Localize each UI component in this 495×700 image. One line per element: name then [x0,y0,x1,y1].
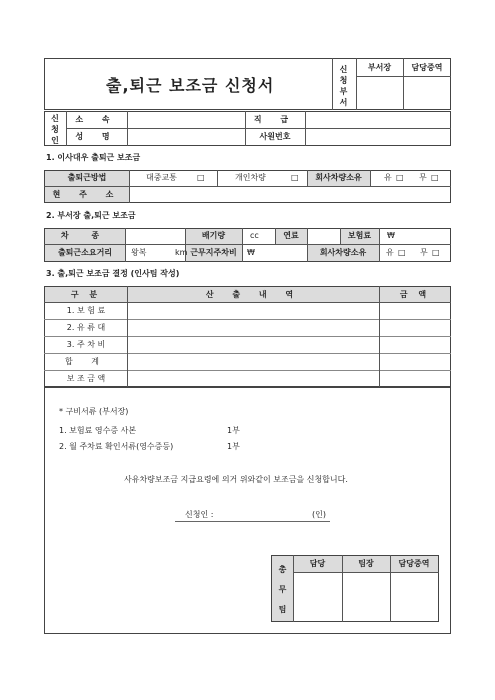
company-car-yes-checkbox-1[interactable]: □ [396,173,404,182]
name-label: 성 명 [75,132,118,141]
attachment-item-2: 2. 월 주차료 확인서류(영수증등) [59,442,174,451]
rank-label: 직 급 [253,115,297,124]
address-label: 현 주 소 [52,190,122,199]
section3-heading: 3. 출,퇴근 보조금 결정 (인사팀 작성) [46,269,180,278]
approval-col-director: 담당중역 [411,63,443,72]
signature-seal: (인) [312,510,326,519]
commute-distance-label: 출퇴근소요거리 [57,248,113,257]
displacement-unit: cc [250,231,259,240]
option-public-transport-label: 대중교통 [146,173,177,182]
displacement-label: 배기량 [201,231,226,240]
hr-sign-staff[interactable] [294,573,341,621]
col-calc-header: 산 출 내 역 [205,290,302,299]
hr-col-director: 담당중역 [398,559,430,568]
distance-unit: km [175,248,188,257]
car-type-field[interactable] [126,229,184,244]
col-amount-header: 금 액 [399,290,431,299]
commute-method-label: 출퇴근방법 [67,173,107,182]
company-car-no-checkbox-1[interactable]: □ [431,173,439,182]
parking-fee-label: 근무지주차비 [190,248,237,257]
attachment-item-1-count: 1부 [227,426,240,435]
fuel-field[interactable] [308,229,339,244]
option-private-car-checkbox[interactable]: □ [291,173,299,182]
attachments-title: * 구비서류 (부서장) [59,407,129,416]
hr-side-label: 총무팀 [278,565,287,614]
attachment-item-1: 1. 보험료 영수증 사본 [59,426,137,435]
hr-sign-team-lead[interactable] [343,573,389,621]
approval-col-dept-head: 부서장 [367,63,392,72]
applicant-side-label: 신청인 [51,114,59,145]
row-fuel-label: 2. 유 류 대 [66,323,106,332]
hr-col-staff: 담당 [309,559,326,568]
insurance-won-sign: ₩ [387,231,395,240]
company-car-no-label-1: 무 [419,173,427,182]
application-statement: 사유차량보조금 지급요령에 의거 위와같이 보조금을 신청합니다. [124,475,348,484]
option-private-car-label: 개인차량 [235,173,266,182]
company-car-no-label-2: 무 [420,248,428,257]
hr-sign-director[interactable] [391,573,438,621]
employee-number-label: 사원번호 [259,132,291,141]
section1-heading: 1. 이사대우 출퇴근 보조금 [46,153,141,162]
company-car-label-2: 회사차량소유 [319,248,367,257]
applicant-dept-vertical-label: 신청부서 [339,65,348,107]
company-car-yes-checkbox-2[interactable]: □ [398,248,406,257]
company-car-yes-label-2: 유 [386,248,394,257]
hr-col-team-lead: 팀장 [358,559,374,568]
row-insurance-label: 1. 보 험 료 [66,306,106,315]
form-title: 출,퇴근 보조금 신청서 [106,76,275,95]
insurance-label: 보험료 [347,231,372,240]
row-parking-label: 3. 주 차 비 [66,340,106,349]
row-subsidy-label: 보 조 금 액 [66,374,106,383]
fuel-label: 연료 [283,231,299,240]
signature-line[interactable] [175,521,330,522]
approval-sign-dept-head[interactable] [357,77,403,109]
name-field[interactable] [128,129,244,145]
round-trip-label: 왕복 [131,248,147,257]
parking-won-sign: ₩ [247,248,255,257]
option-public-transport-checkbox[interactable]: □ [197,173,205,182]
rank-field[interactable] [306,112,450,127]
car-type-label: 차 종 [60,231,110,240]
company-car-yes-label-1: 유 [384,173,392,182]
company-car-label-1: 회사차량소유 [315,173,362,182]
section2-heading: 2. 부서장 출,퇴근 보조금 [46,211,136,220]
approval-sign-director[interactable] [404,77,450,109]
employee-number-field[interactable] [306,129,450,145]
address-field[interactable] [130,187,450,202]
signature-label: 신청인 : [185,510,214,519]
dept-label: 소 속 [75,115,118,124]
attachment-item-2-count: 1부 [227,442,240,451]
row-total-label: 합 계 [65,357,107,366]
dept-field[interactable] [128,112,244,127]
col-type-header: 구 분 [70,290,102,299]
company-car-no-checkbox-2[interactable]: □ [432,248,440,257]
